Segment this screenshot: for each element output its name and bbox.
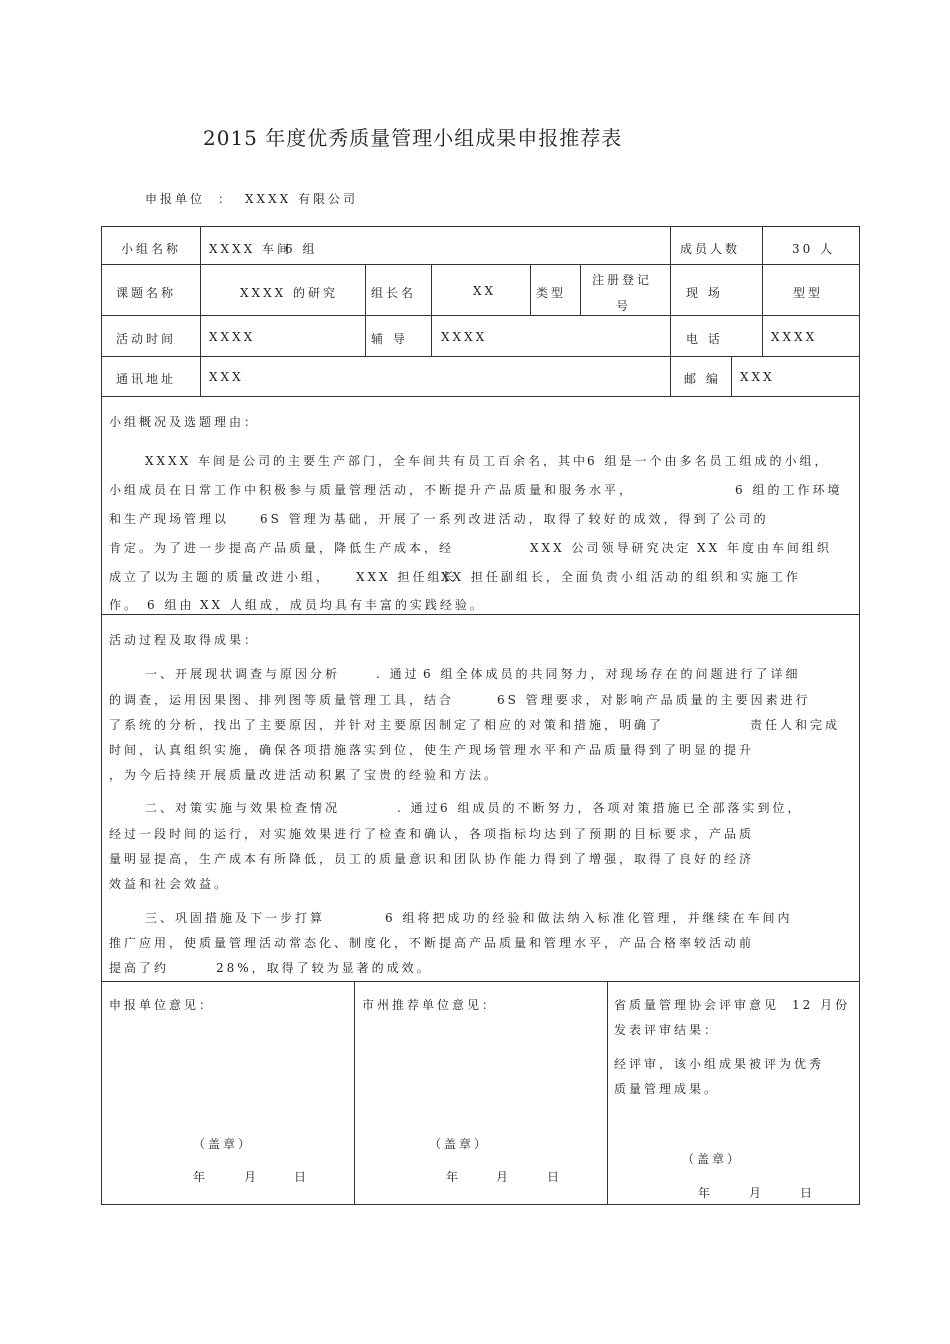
- summary-line: 6S 管理为基础，开展了一系列改进活动，取得了较好的成效，得到了公司的: [260, 512, 769, 526]
- period-value: XXXX: [209, 330, 256, 344]
- review-opinion-label: 省质量管理协会评审意见: [614, 998, 780, 1012]
- org-label: 申报单位: [145, 192, 206, 206]
- org-separator: ：: [218, 192, 234, 206]
- summary-heading: 小组概况及选题理由：: [109, 415, 260, 429]
- summary-line: 作。: [109, 598, 140, 612]
- leader-value: XX: [473, 284, 497, 298]
- team-name-value: XXXX 车间: [209, 242, 292, 256]
- review-date-year: 年: [698, 1186, 714, 1200]
- registration-label-suffix: 号: [616, 299, 632, 313]
- team-number-value: 6 组: [285, 242, 318, 256]
- registration-value: 型型: [793, 286, 824, 300]
- results-heading: 活动过程及取得成果：: [109, 633, 260, 647]
- review-result-text: 质量管理成果。: [614, 1082, 720, 1096]
- topic-label: 课题名称: [116, 286, 177, 300]
- results-line: 的调查，运用因果图、排列图等质量管理工具，结合: [109, 693, 455, 707]
- summary-line: XX 人组成，成员均具有丰富的实践经验。: [200, 598, 485, 612]
- results-line: 6 组将把成功的经验和做法纳入标准化管理，并继续在车间内: [385, 911, 793, 925]
- registration-type: 现 场: [686, 286, 723, 300]
- summary-line: XXXX 车间是公司的主要生产部门，全车间共有员工百余名，其中: [145, 454, 588, 468]
- results-line: 28%，取得了较为显著的成效。: [216, 961, 432, 975]
- summary-line: 6 组是一个由多名员工组成的小组，: [587, 454, 830, 468]
- summary-line: 为主题的质量改进小组，: [166, 570, 332, 584]
- type-label: 类型: [536, 286, 567, 300]
- phone-label: 电 话: [686, 332, 723, 346]
- topic-value: XXXX 的研究: [240, 286, 338, 300]
- period-label: 活动时间: [116, 332, 177, 346]
- results-line: 时间，认真组织实施，确保各项措施落实到位，使生产现场管理水平和产品质量得到了明显的提升: [109, 743, 755, 757]
- results-line: 了系统的分析，找出了主要原因，并针对主要原因制定了相应的对策和措施，明确了: [109, 718, 665, 732]
- summary-line: 成立了以: [109, 570, 170, 584]
- applicant-date-month: 月: [244, 1170, 260, 1184]
- summary-line: XXX 担任组长: [356, 570, 458, 584]
- results-line: 三、巩固措施及下一步打算: [145, 911, 326, 925]
- applicant-opinion-label: 申报单位意见：: [109, 998, 215, 1012]
- results-line: 推广应用，使质量管理活动常态化、制度化，不断提高产品质量和管理水平，产品合格率较活动前: [109, 936, 755, 950]
- review-result-label: 发表评审结果：: [614, 1023, 720, 1037]
- summary-line: 6 组的工作环境: [735, 483, 843, 497]
- postcode-label: 邮 编: [684, 372, 721, 386]
- review-month: 12 月份: [792, 998, 851, 1012]
- team-name-label: 小组名称: [121, 242, 182, 256]
- summary-line: 6 组由: [147, 598, 195, 612]
- results-line: ，为今后持续开展质量改进活动积累了宝贵的经验和方法。: [109, 768, 500, 782]
- results-line: 二、对策实施与效果检查情况: [145, 801, 341, 815]
- summary-line: 肯定。为了进一步提高产品质量，降低生产成本，经: [109, 541, 455, 555]
- page-title: 2015 年度优秀质量管理小组成果申报推荐表: [203, 126, 623, 150]
- address-label: 通讯地址: [116, 372, 177, 386]
- applicant-seal: （盖章）: [193, 1137, 254, 1151]
- recommender-date-day: 日: [547, 1170, 563, 1184]
- results-line: 一、开展现状调查与原因分析: [145, 667, 341, 681]
- results-line: 经过一段时间的运行，对实施效果进行了检查和确认，各项指标均达到了预期的目标要求，产品质: [109, 827, 755, 841]
- recommender-opinion-label: 市州推荐单位意见：: [362, 998, 498, 1012]
- applicant-date-day: 日: [294, 1170, 310, 1184]
- summary-line: XXX 公司领导研究决定: [530, 541, 692, 555]
- address-value: XXX: [209, 370, 244, 384]
- advisor-label: 辅 导: [371, 332, 408, 346]
- summary-line: XX 年度由车间组织: [697, 541, 832, 555]
- results-line: 提高了约: [109, 961, 170, 975]
- summary-line: 和生产现场管理以: [109, 512, 230, 526]
- review-date-day: 日: [800, 1186, 816, 1200]
- recommender-seal: （盖章）: [429, 1137, 490, 1151]
- org-value: XXXX 有限公司: [245, 192, 358, 206]
- summary-line: XX 担任副组长，全面负责小组活动的组织和实施工作: [441, 570, 801, 584]
- results-line: . 通过: [376, 667, 420, 681]
- recommender-date-month: 月: [496, 1170, 512, 1184]
- review-result-text: 经评审，该小组成果被评为优秀: [614, 1057, 825, 1071]
- summary-line: 小组成员在日常工作中积极参与质量管理活动，不断提升产品质量和服务水平，: [109, 483, 635, 497]
- results-line: 6 组全体成员的共同努力，对现场存在的问题进行了详细: [423, 667, 801, 681]
- results-line: . 通过: [397, 801, 441, 815]
- registration-label: 注册登记: [592, 273, 653, 287]
- member-count-label: 成员人数: [680, 242, 741, 256]
- results-line: 6S 管理要求，对影响产品质量的主要因素进行: [497, 693, 811, 707]
- applicant-date-year: 年: [193, 1170, 209, 1184]
- recommender-date-year: 年: [446, 1170, 462, 1184]
- phone-value: XXXX: [771, 330, 818, 344]
- results-line: 量明显提高，生产成本有所降低，员工的质量意识和团队协作能力得到了增强，取得了良好的经济: [109, 852, 755, 866]
- review-seal: （盖章）: [682, 1152, 743, 1166]
- advisor-value: XXXX: [441, 330, 488, 344]
- member-count-value: 30 人: [792, 242, 836, 256]
- results-line: 6 组成员的不断努力，各项对策措施已全部落实到位，: [440, 801, 803, 815]
- leader-label: 组长名: [371, 286, 417, 300]
- results-line: 责任人和完成: [750, 718, 841, 732]
- results-line: 效益和社会效益。: [109, 877, 230, 891]
- review-date-month: 月: [749, 1186, 765, 1200]
- postcode-value: XXX: [740, 370, 775, 384]
